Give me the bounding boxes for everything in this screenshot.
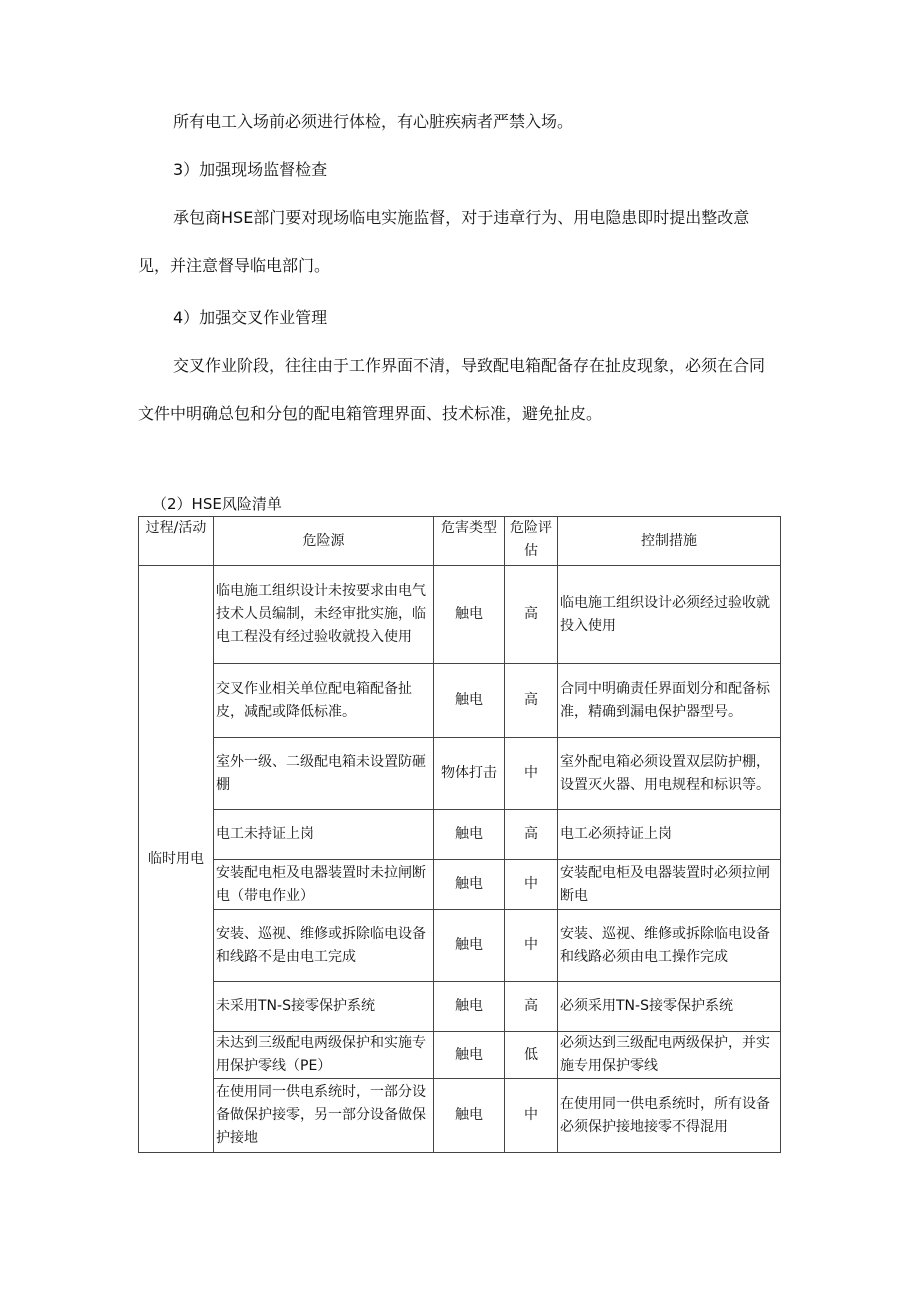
paragraph-supervision: 承包商HSE部门要对现场临电实施监督，对于违章行为、用电隐患即时提出整改意见，并注意督导临电部门。 [138, 208, 750, 275]
level-cell: 高 [505, 982, 558, 1032]
paragraph-medical-check: 所有电工入场前必须进行体检，有心脏疾病者严禁入场。 [173, 112, 574, 131]
type-cell: 触电 [434, 860, 505, 910]
table-row [139, 566, 781, 664]
heading-cross-work: 4）加强交叉作业管理 [173, 308, 328, 327]
table-row [139, 1079, 781, 1153]
type-cell: 触电 [434, 1079, 505, 1153]
header-process: 过程/活动 [139, 517, 214, 566]
header-control: 控制措施 [558, 517, 781, 566]
control-cell: 必须采用TN-S接零保护系统 [558, 982, 781, 1032]
table-row [139, 860, 781, 910]
type-cell: 触电 [434, 982, 505, 1032]
heading-supervision: 3）加强现场监督检查 [173, 160, 328, 179]
level-cell: 低 [505, 1032, 558, 1079]
table-row [139, 1032, 781, 1079]
hazard-cell: 在使用同一供电系统时，一部分设备做保护接零，另一部分设备做保护接地 [214, 1079, 434, 1153]
header-hazard: 危险源 [214, 517, 434, 566]
hazard-cell: 交叉作业相关单位配电箱配备扯皮，减配或降低标准。 [214, 664, 434, 738]
hazard-cell: 临电施工组织设计未按要求由电气技术人员编制，未经审批实施，临电工程没有经过验收就投入使用 [214, 566, 434, 664]
process-cell: 临时用电 [139, 566, 214, 1153]
type-cell: 触电 [434, 810, 505, 860]
table-row [139, 738, 781, 810]
control-cell: 必须达到三级配电两级保护，并实施专用保护零线 [558, 1032, 781, 1079]
type-cell: 触电 [434, 910, 505, 982]
header-type: 危害类型 [434, 517, 505, 566]
control-cell: 安装、巡视、维修或拆除临电设备和线路必须由电工操作完成 [558, 910, 781, 982]
control-cell: 合同中明确责任界面划分和配备标准，精确到漏电保护器型号。 [558, 664, 781, 738]
control-cell: 室外配电箱必须设置双层防护棚，设置灭火器、用电规程和标识等。 [558, 738, 781, 810]
level-cell: 中 [505, 738, 558, 810]
control-cell: 电工必须持证上岗 [558, 810, 781, 860]
hse-risk-table [138, 516, 781, 1153]
type-cell: 触电 [434, 566, 505, 664]
table-header-row [139, 517, 781, 566]
type-cell: 触电 [434, 664, 505, 738]
table-caption: （2）HSE风险清单 [152, 495, 282, 513]
paragraph-cross-work: 交叉作业阶段，往往由于工作界面不清，导致配电箱配备存在扯皮现象，必须在合同文件中明确总包和分包的配电箱管理界面、技术标准，避免扯皮。 [138, 356, 766, 423]
header-level: 危险评估 [505, 517, 558, 566]
level-cell: 中 [505, 860, 558, 910]
hazard-cell: 安装配电柜及电器装置时未拉闸断电（带电作业） [214, 860, 434, 910]
level-cell: 中 [505, 1079, 558, 1153]
hazard-cell: 未达到三级配电两级保护和实施专用保护零线（PE） [214, 1032, 434, 1079]
type-cell: 触电 [434, 1032, 505, 1079]
type-cell: 物体打击 [434, 738, 505, 810]
control-cell: 临电施工组织设计必须经过验收就投入使用 [558, 566, 781, 664]
level-cell: 高 [505, 566, 558, 664]
hazard-cell: 安装、巡视、维修或拆除临电设备和线路不是由电工完成 [214, 910, 434, 982]
hazard-cell: 室外一级、二级配电箱未设置防砸棚 [214, 738, 434, 810]
level-cell: 中 [505, 910, 558, 982]
hazard-cell: 未采用TN-S接零保护系统 [214, 982, 434, 1032]
table-row [139, 910, 781, 982]
level-cell: 高 [505, 664, 558, 738]
control-cell: 在使用同一供电系统时，所有设备必须保护接地接零不得混用 [558, 1079, 781, 1153]
table-row [139, 982, 781, 1032]
hazard-cell: 电工未持证上岗 [214, 810, 434, 860]
level-cell: 高 [505, 810, 558, 860]
table-row [139, 810, 781, 860]
table-row [139, 664, 781, 738]
control-cell: 安装配电柜及电器装置时必须拉闸断电 [558, 860, 781, 910]
